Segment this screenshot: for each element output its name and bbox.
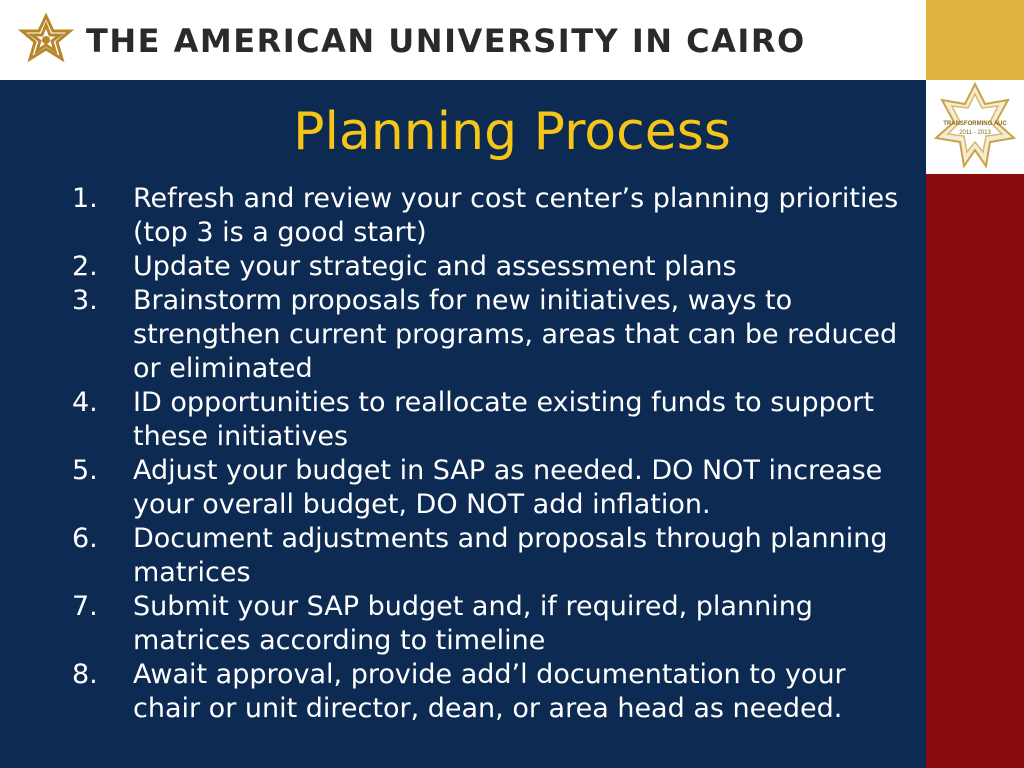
step-7 [72,590,912,658]
planning-steps-list [72,182,912,726]
step-6 [72,522,912,590]
step-text: ID opportunities to reallocate existing funds to support these initiatives [133,387,874,452]
step-4 [72,386,912,454]
auc-star-logo-icon [18,13,74,69]
badge-center-label: TRANSFORMING AUC [943,121,1007,127]
step-text: Document adjustments and proposals through planning matrices [133,523,888,588]
step-2 [72,250,912,284]
step-number: 8. [72,659,98,690]
step-1 [72,182,912,250]
step-number: 6. [72,523,98,554]
step-number: 5. [72,455,98,486]
step-number: 3. [72,285,98,316]
step-5 [72,454,912,522]
step-text: Update your strategic and assessment plans [133,251,737,282]
step-text: Adjust your budget in SAP as needed. DO NOT increase your overall budget, DO NOT add inflation. [133,455,883,520]
step-text: Refresh and review your cost center’s planning priorities (top 3 is a good start) [133,183,899,248]
step-3 [72,284,912,386]
institution-name: THE AMERICAN UNIVERSITY IN CAIRO [86,22,806,60]
step-number: 7. [72,591,98,622]
red-accent-bar [926,174,1024,768]
step-number: 1. [72,183,98,214]
slide-title: Planning Process [293,102,731,162]
step-text: Submit your SAP budget and, if required, planning matrices according to timeline [133,591,813,656]
step-8 [72,658,912,726]
step-number: 4. [72,387,98,418]
step-number: 2. [72,251,98,282]
content-panel [0,80,926,768]
step-text: Await approval, provide add’l documentation to your chair or unit director, dean, or area head as needed. [133,659,846,724]
step-text: Brainstorm proposals for new initiatives, ways to strengthen current programs, areas that can be reduced or eliminated [133,285,898,384]
badge-years: 2011 - 2013 [959,130,991,136]
gold-accent-block [926,0,1024,80]
header-bar [0,0,926,80]
